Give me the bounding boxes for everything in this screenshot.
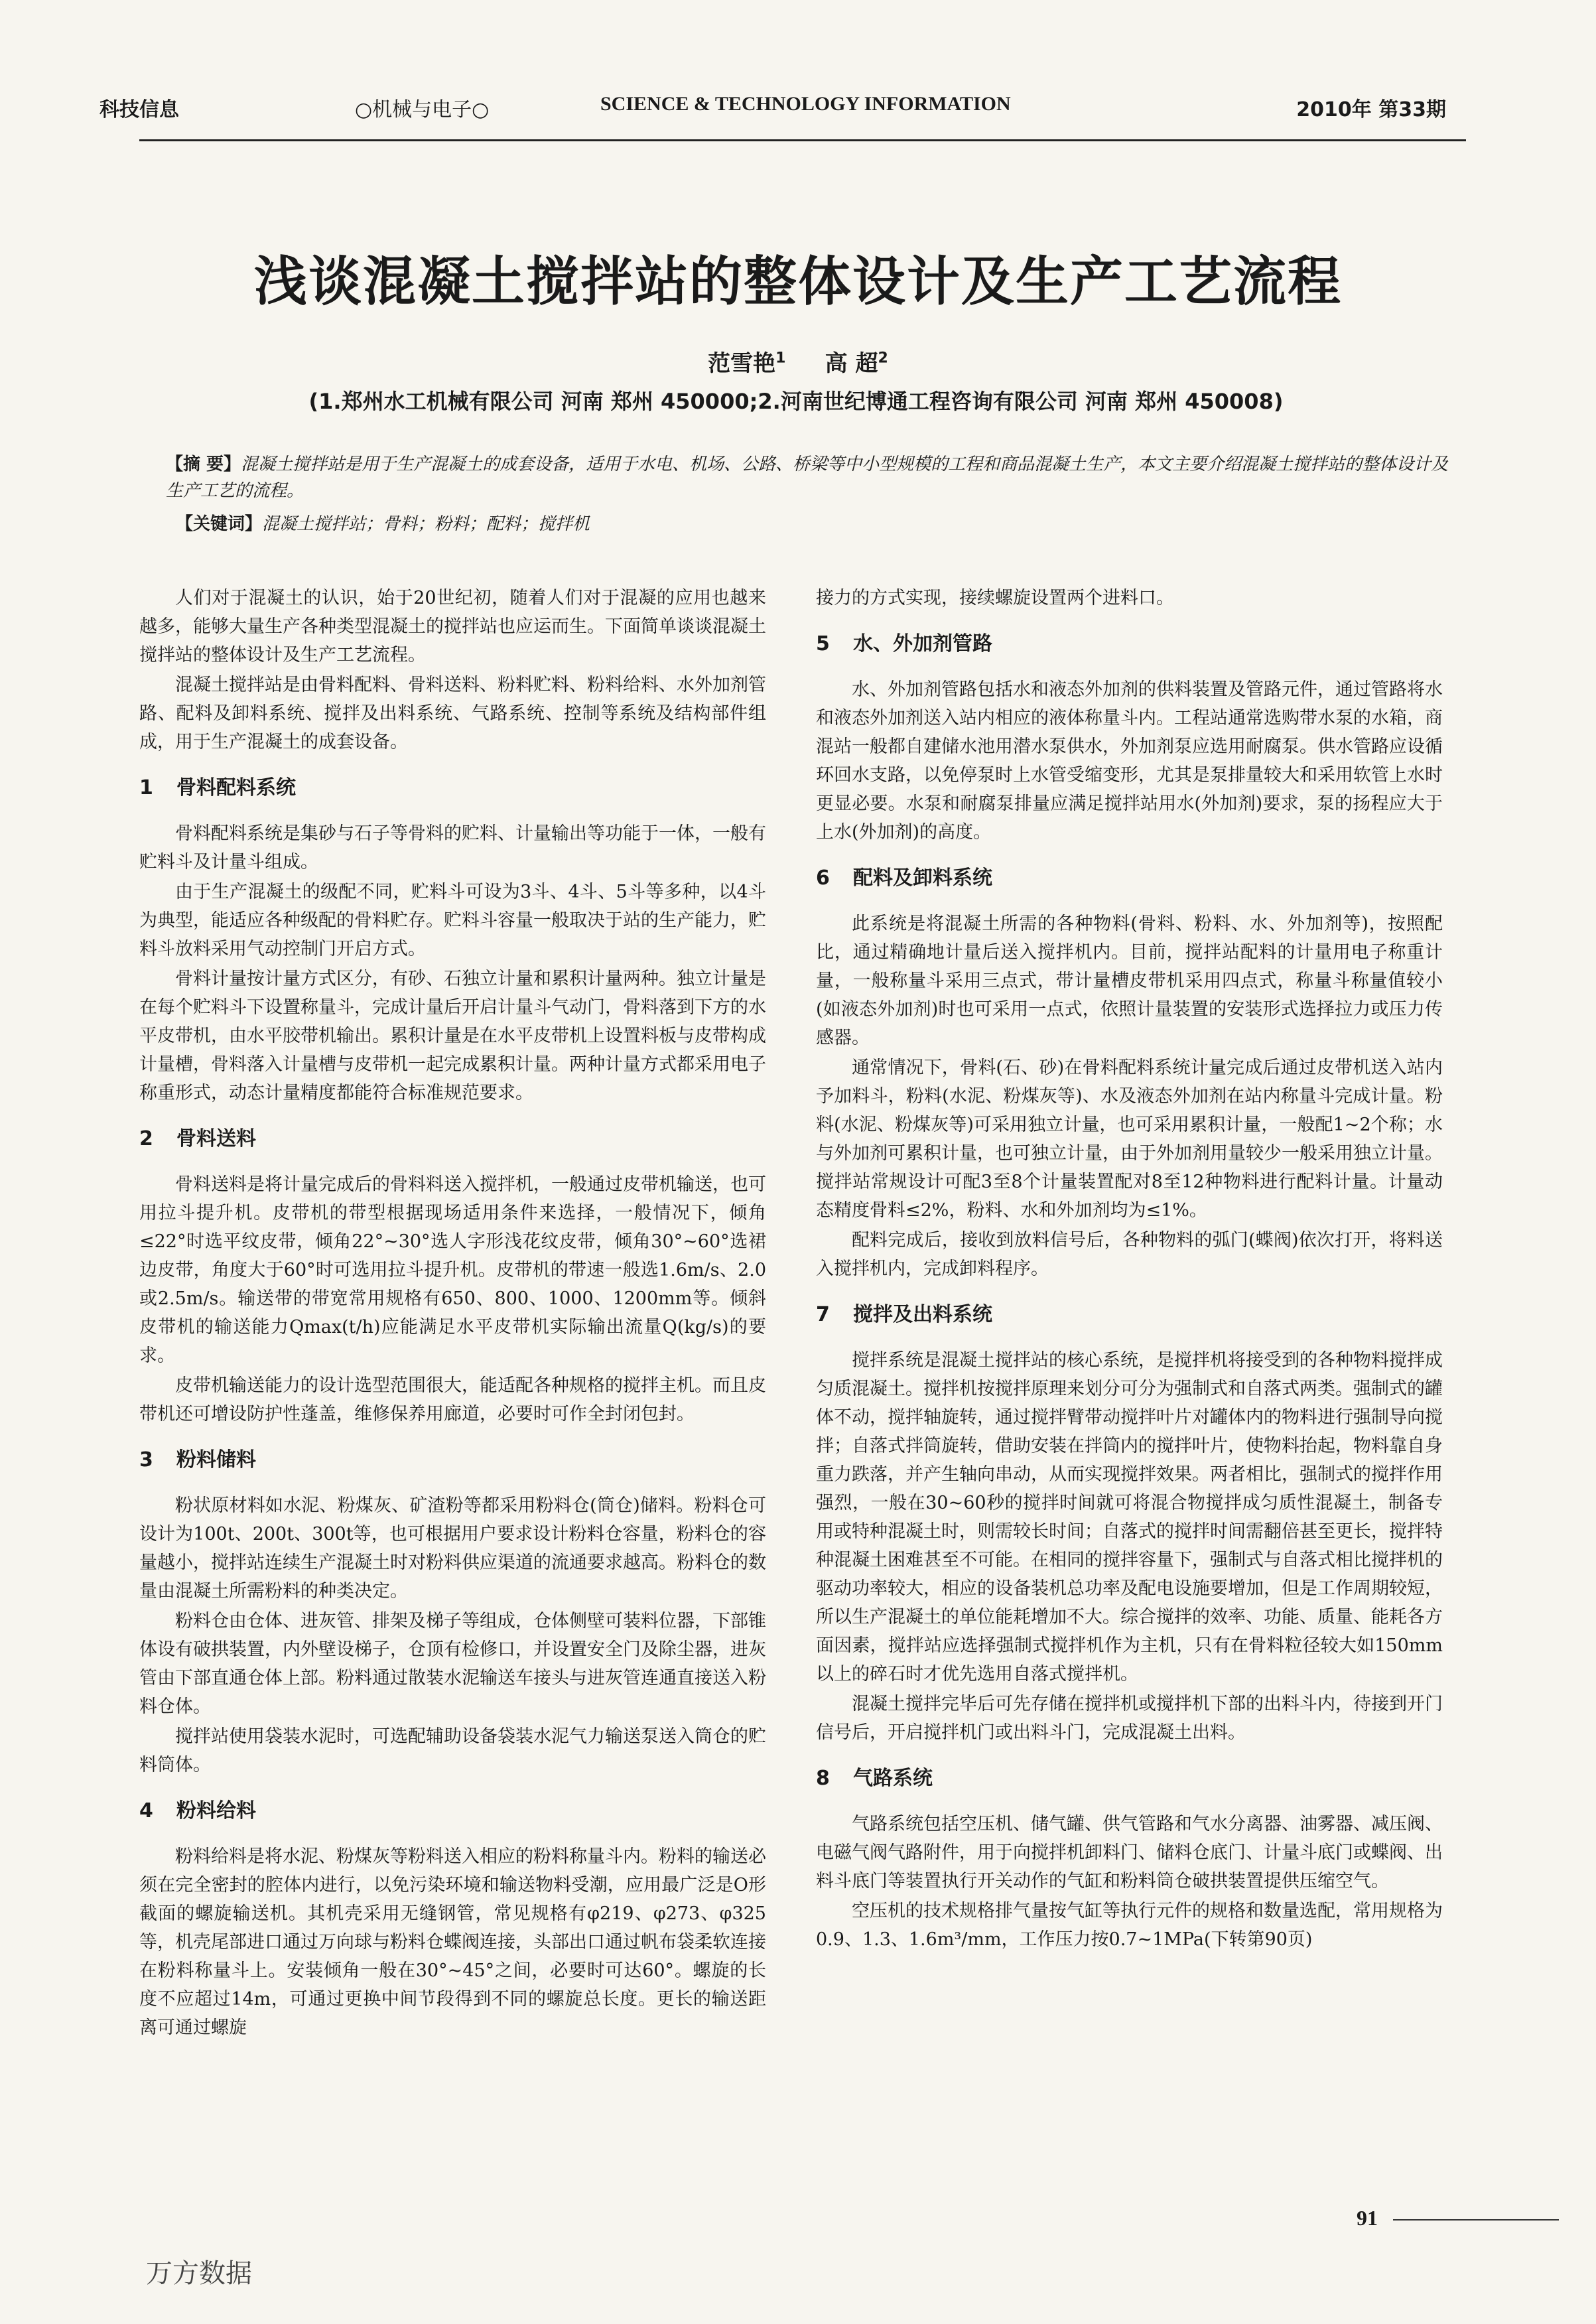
abstract <box>166 451 1459 504</box>
continued-paragraph: 接力的方式实现，接续螺旋设置两个进料口。 <box>816 588 1174 608</box>
section-4-heading <box>139 1797 766 1825</box>
section-1-heading <box>139 774 766 802</box>
author-line <box>0 345 1596 377</box>
section-1-paragraph-1: 骨料配料系统是集砂与石子等骨料的贮料、计量输出等功能于一体，一般有贮料斗及计量斗组成。 <box>139 823 766 872</box>
section-2-title: 骨料送料 <box>176 1127 256 1150</box>
abstract-label: 【摘 要】 <box>166 454 241 474</box>
section-3-title: 粉料储料 <box>176 1448 256 1471</box>
section-6-number: 6 <box>816 866 830 890</box>
section-1-title: 骨料配料系统 <box>176 776 296 799</box>
author-1: 范雪艳 <box>708 350 776 377</box>
section-5-title: 水、外加剂管路 <box>853 632 992 655</box>
section-2-number: 2 <box>139 1127 153 1150</box>
section-2-paragraph-1: 骨料送料是将计量完成后的骨料料送入搅拌机，一般通过皮带机输送，也可用拉斗提升机。皮带机的带型根据现场适用条件来选择，一般情况下，倾角≤22°时选平纹皮带，倾角22°~30°选人字形浅花纹皮带，倾角30°~60°选裙边皮带，角度大于60°时可选用拉斗提升机。皮带机的带速一般选1.6m/s、2.0或2.5m/s。输送带的带宽常用规格有650、800、1000、1200mm等。倾斜皮带机的输送能力Qmax(t/h)应能满足水平皮带机实际输出流量Q(kg/s)的要求。 <box>139 1174 766 1366</box>
journal-name-en: SCIENCE & TECHNOLOGY INFORMATION <box>600 93 1011 115</box>
keywords-text: 混凝土搅拌站；骨料；粉料；配料；搅拌机 <box>262 514 590 534</box>
section-5-number: 5 <box>816 632 830 655</box>
section-3-paragraph-3: 搅拌站使用袋装水泥时，可选配辅助设备袋装水泥气力输送泵送入筒仓的贮料筒体。 <box>139 1726 766 1775</box>
keywords <box>176 511 1436 537</box>
affiliation: (1.郑州水工机械有限公司 河南 郑州 450000;2.河南世纪博通工程咨询有限公司 河南 郑州 450008) <box>308 389 1284 414</box>
journal-name: 科技信息 <box>100 98 179 121</box>
section-7-paragraph-2: 混凝土搅拌完毕后可先存储在搅拌机或搅拌机下部的出料斗内，待接到开门信号后，开启搅拌机门或出料斗门，完成混凝土出料。 <box>816 1694 1443 1743</box>
section-6-paragraph-2: 通常情况下，骨料(石、砂)在骨料配料系统计量完成后通过皮带机送入站内予加料斗，粉料(水泥、粉煤灰等)、水及液态外加剂在站内称量斗完成计量。粉料(水泥、粉煤灰等)可采用独立计量，也可采用累积计量，一般配1~2个称；水与外加剂可累积计量，也可独立计量，由于外加剂用量较少一般采用独立计量。搅拌站常规设计可配3至8个计量装置配对8至12种物料进行配料计量。计量动态精度骨料≤2%，粉料、水和外加剂均为≤1%。 <box>816 1058 1443 1221</box>
section-6-paragraph-1: 此系统是将混凝土所需的各种物料(骨料、粉料、水、外加剂等)，按照配比，通过精确地计量后送入搅拌机内。目前，搅拌站配料的计量用电子称重计量，一般称量斗采用三点式，带计量槽皮带机采用四点式，称量斗称量值较小(如液态外加剂)时也可采用一点式，依照计量装置的安装形式选择拉力或压力传感器。 <box>816 914 1443 1048</box>
section-7-heading <box>816 1300 1443 1329</box>
abstract-text: 混凝土搅拌站是用于生产混凝土的成套设备，适用于水电、机场、公路、桥梁等中小型规模的工程和商品混凝土生产，本文主要介绍混凝土搅拌站的整体设计及生产工艺的流程。 <box>166 454 1449 501</box>
left-column <box>139 584 766 2043</box>
section-1-paragraph-3: 骨料计量按计量方式区分，有砂、石独立计量和累积计量两种。独立计量是在每个贮料斗下设置称量斗，完成计量后开启计量斗气动门，骨料落到下方的水平皮带机，由水平胶带机输出。累积计量是在水平皮带机上设置料板与皮带构成计量槽，骨料落入计量槽与皮带机一起完成累积计量。两种计量方式都采用电子称重形式，动态计量精度都能符合标准规范要求。 <box>139 969 766 1103</box>
author-2-sup: 2 <box>878 350 888 367</box>
intro-paragraph-2: 混凝土搅拌站是由骨料配料、骨料送料、粉料贮料、粉料给料、水外加剂管路、配料及卸料系统、搅拌及出料系统、气路系统、控制等系统及结构部件组成，用于生产混凝土的成套设备。 <box>139 675 766 752</box>
section-1-paragraph-2: 由于生产混凝土的级配不同，贮料斗可设为3斗、4斗、5斗等多种，以4斗为典型，能适应各种级配的骨料贮存。贮料斗容量一般取决于站的生产能力，贮料斗放料采用气动控制门开启方式。 <box>139 882 766 959</box>
right-column <box>816 584 1443 1955</box>
section-3-paragraph-1: 粉状原材料如水泥、粉煤灰、矿渣粉等都采用粉料仓(筒仓)储料。粉料仓可设计为100t、200t、300t等，也可根据用户要求设计粉料仓容量，粉料仓的容量越小，搅拌站连续生产混凝土时对粉料供应渠道的流通要求越高。粉料仓的数量由混凝土所需粉料的种类决定。 <box>139 1495 766 1602</box>
section-6-paragraph-3: 配料完成后，接收到放料信号后，各种物料的弧门(蝶阀)依次打开，将料送入搅拌机内，完成卸料程序。 <box>816 1230 1443 1279</box>
section-4-paragraph-1: 粉料给料是将水泥、粉煤灰等粉料送入相应的粉料称量斗内。粉料的输送必须在完全密封的腔体内进行，以免污染环境和输送物料受潮，应用最广泛是O形截面的螺旋输送机。其机壳采用无缝钢管，常见规格有φ219、φ273、φ325等，机壳尾部进口通过万向球与粉料仓蝶阀连接，头部出口通过帆布袋柔软连接在粉料称量斗上。安装倾角一般在30°~45°之间，必要时可达60°。螺旋的长度不应超过14m，可通过更换中间节段得到不同的螺旋总长度。更长的输送距离可通过螺旋 <box>139 1846 766 2038</box>
section-7-paragraph-1: 搅拌系统是混凝土搅拌站的核心系统，是搅拌机将接受到的各种物料搅拌成匀质混凝土。搅拌机按搅拌原理来划分可分为强制式和自落式两类。强制式的罐体不动，搅拌轴旋转，通过搅拌臂带动搅拌叶片对罐体内的物料进行强制导向搅拌；自落式拌筒旋转，借助安装在拌筒内的搅拌叶片，使物料抬起，物料靠自身重力跌落，并产生轴向串动，从而实现搅拌效果。两者相比，强制式的搅拌作用强烈，一般在30~60秒的搅拌时间就可将混合物搅拌成匀质性混凝土，制备专用或特种混凝土时，则需较长时间；自落式的搅拌时间需翻倍甚至更长，搅拌特种混凝土困难甚至不可能。在相同的搅拌容量下，强制式与自落式相比搅拌机的驱动功率较大，相应的设备装机总功率及配电设施要增加，但是工作周期较短，所以生产混凝土的单位能耗增加不大。综合搅拌的效率、功能、质量、能耗各方面因素，搅拌站应选择强制式搅拌机作为主机，只有在骨料粒径较大如150mm以上的碎石时才优先选用自落式搅拌机。 <box>816 1350 1443 1684</box>
running-header <box>100 93 1446 133</box>
section-1-number: 1 <box>139 776 153 799</box>
section-4-number: 4 <box>139 1799 153 1822</box>
section-3-heading <box>139 1446 766 1474</box>
section-8-paragraph-2: 空压机的技术规格排气量按气缸等执行元件的规格和数量选配，常用规格为0.9、1.3、1.6m³/mm，工作压力按0.7~1MPa(下转第90页) <box>816 1901 1443 1950</box>
section-6-title: 配料及卸料系统 <box>853 866 992 890</box>
section-5-paragraph-1: 水、外加剂管路包括水和液态外加剂的供料装置及管路元件，通过管路将水和液态外加剂送入站内相应的液体称量斗内。工程站通常选购带水泵的水箱，商混站一般都自建储水池用潜水泵供水，外加剂泵应选用耐腐泵。供水管路应设循环回水支路，以免停泵时上水管受缩变形，尤其是泵排量较大和采用软管上水时更显必要。水泵和耐腐泵排量应满足搅拌站用水(外加剂)要求，泵的扬程应大于上水(外加剂)的高度。 <box>816 679 1443 843</box>
page-number: 91 <box>1357 2206 1378 2230</box>
section-8-number: 8 <box>816 1767 830 1790</box>
section-8-title: 气路系统 <box>853 1767 933 1790</box>
keywords-label: 【关键词】 <box>176 514 263 534</box>
section-4-title: 粉料给料 <box>176 1799 256 1822</box>
section-7-title: 搅拌及出料系统 <box>853 1303 992 1326</box>
section-2-heading <box>139 1125 766 1153</box>
section-8-paragraph-1: 气路系统包括空压机、储气罐、供气管路和气水分离器、油雾器、减压阀、电磁气阀气路附件，用于向搅拌机卸料门、储料仓底门、计量斗底门或蝶阀、出料斗底门等装置执行开关动作的气缸和粉料筒仓破拱装置提供压缩空气。 <box>816 1814 1443 1891</box>
page-number-rule <box>1393 2219 1559 2221</box>
database-watermark: 万方数据 <box>146 2258 252 2289</box>
section-6-heading <box>816 864 1443 892</box>
intro-paragraph-1: 人们对于混凝土的认识，始于20世纪初，随着人们对于混凝的应用也越来越多，能够大量生产各种类型混凝土的搅拌站也应运而生。下面简单谈谈混凝土搅拌站的整体设计及生产工艺流程。 <box>139 588 766 665</box>
author-1-sup: 1 <box>775 350 786 367</box>
section-5-heading <box>816 630 1443 658</box>
paper-title: 浅谈混凝土搅拌站的整体设计及生产工艺流程 <box>254 250 1342 312</box>
section-8-heading <box>816 1764 1443 1793</box>
section-3-number: 3 <box>139 1448 153 1471</box>
section-7-number: 7 <box>816 1303 830 1326</box>
section-2-paragraph-2: 皮带机输送能力的设计选型范围很大，能适配各种规格的搅拌主机。而且皮带机还可增设防护性蓬盖，维修保养用廊道，必要时可作全封闭包封。 <box>139 1375 766 1424</box>
header-rule <box>139 139 1466 141</box>
section-3-paragraph-2: 粉料仓由仓体、进灰管、排架及梯子等组成，仓体侧壁可装料位器，下部锥体设有破拱装置，内外壁设梯子，仓顶有检修口，并设置安全门及除尘器，进灰管由下部直通仓体上部。粉料通过散装水泥输送车接头与进灰管连通直接送入粉料仓体。 <box>139 1611 766 1717</box>
section-name: ○机械与电子○ <box>355 98 490 121</box>
issue-label: 2010年 第33期 <box>1296 98 1446 121</box>
author-2: 高 超 <box>825 350 878 377</box>
